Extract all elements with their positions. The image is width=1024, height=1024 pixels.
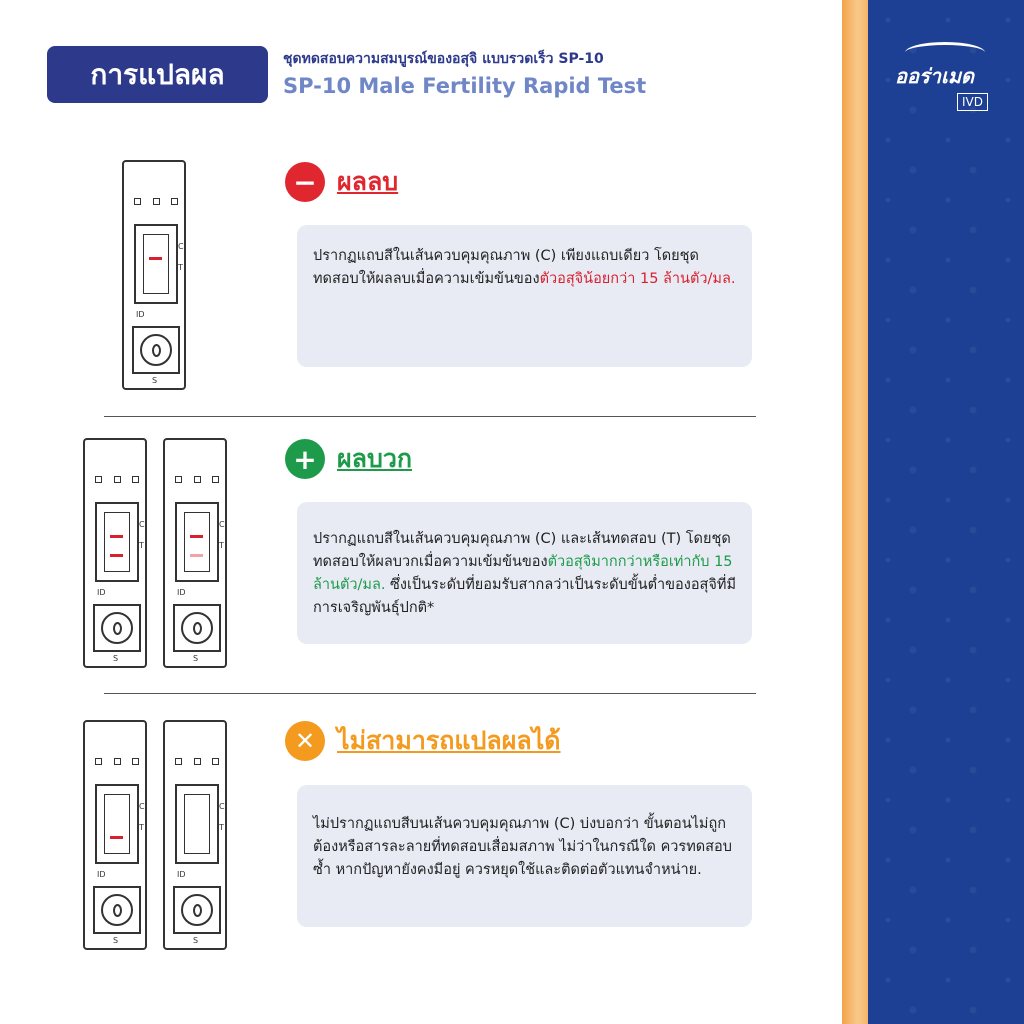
section-invalid-info <box>297 785 752 927</box>
page-title: การแปลผล <box>47 46 268 103</box>
section-negative-header <box>285 162 398 202</box>
cassette-dots <box>134 198 178 205</box>
subtitle-english: SP-10 Male Fertility Rapid Test <box>283 74 647 98</box>
section-divider <box>104 693 756 694</box>
test-cassette-positive-strong: C T ID S <box>83 438 147 668</box>
label-c: C <box>178 242 184 251</box>
section-invalid-header <box>285 721 561 761</box>
label-id: ID <box>136 310 145 319</box>
section-positive-header <box>285 439 412 479</box>
test-cassette-invalid-no-lines: C T ID S <box>163 720 227 950</box>
section-positive-title: ผลบวก <box>337 444 413 473</box>
test-cassette-negative <box>122 160 186 390</box>
ivd-badge: IVD <box>957 93 988 111</box>
test-line-faint <box>190 554 203 557</box>
section-positive-info <box>297 502 752 644</box>
test-line <box>110 554 123 557</box>
brand-logo: ออร่าเมด <box>895 64 975 88</box>
brand-side-panel <box>868 0 1024 1024</box>
test-cassette-invalid-t-only: C T ID S <box>83 720 147 950</box>
minus-icon: − <box>285 162 325 202</box>
label-s: S <box>152 376 158 385</box>
result-window <box>134 224 178 304</box>
info-text-continued: ซึ่งเป็นระดับที่ยอมรับสากลว่าเป็นระดับขั้นต่ำของอสุจิที่มีการเจริญพันธุ์ปกติ* <box>313 577 737 616</box>
test-line <box>110 836 123 839</box>
sample-well <box>93 604 141 652</box>
info-text: ไม่ปรากฏแถบสีบนเส้นควบคุมคุณภาพ (C) บ่งบอกว่า ขั้นตอนไม่ถูกต้องหรือสารละลายที่ทดสอบเสื่อมสภาพ ไม่ว่าในกรณีใด ควรทดสอบซ้ำ หากปัญหายังคงมีอยู่ ควรหยุดใช้และติดต่อตัวแทนจำหน่าย. <box>313 816 732 878</box>
section-invalid-title: ไม่สามารถแปลผลได้ <box>337 726 561 755</box>
plus-icon: + <box>285 439 325 479</box>
section-divider <box>104 416 756 417</box>
label-t: T <box>178 263 183 272</box>
sample-well <box>132 326 180 374</box>
subtitle-thai: ชุดทดสอบความสมบูรณ์ของอสุจิ แบบรวดเร็ว SP-10 <box>283 51 604 67</box>
sample-well <box>93 886 141 934</box>
section-negative-title: ผลลบ <box>337 167 399 196</box>
info-text: ปรากฏแถบสีในเส้นควบคุมคุณภาพ (C) เพียงแถบเดียว โดยชุดทดสอบให้ผลลบเมื่อความเข้มข้นของ <box>313 248 699 287</box>
info-highlight: ตัวอสุจิมากกว่าหรือเท่ากับ 15 ล้านตัว/มล. <box>313 554 733 593</box>
x-icon: ✕ <box>285 721 325 761</box>
info-highlight: ตัวอสุจิน้อยกว่า 15 ล้านตัว/มล. <box>539 271 736 287</box>
control-line <box>190 535 203 538</box>
test-cassette-positive-faint: C T ID S <box>163 438 227 668</box>
orange-stripe <box>842 0 868 1024</box>
sample-well <box>173 604 221 652</box>
control-line <box>110 535 123 538</box>
control-line <box>149 257 162 260</box>
section-negative-info <box>297 225 752 367</box>
info-text: ปรากฏแถบสีในเส้นควบคุมคุณภาพ (C) และเส้นทดสอบ (T) โดยชุดทดสอบให้ผลบวกเมื่อความเข้มข้นของ <box>313 531 731 570</box>
sample-well <box>173 886 221 934</box>
